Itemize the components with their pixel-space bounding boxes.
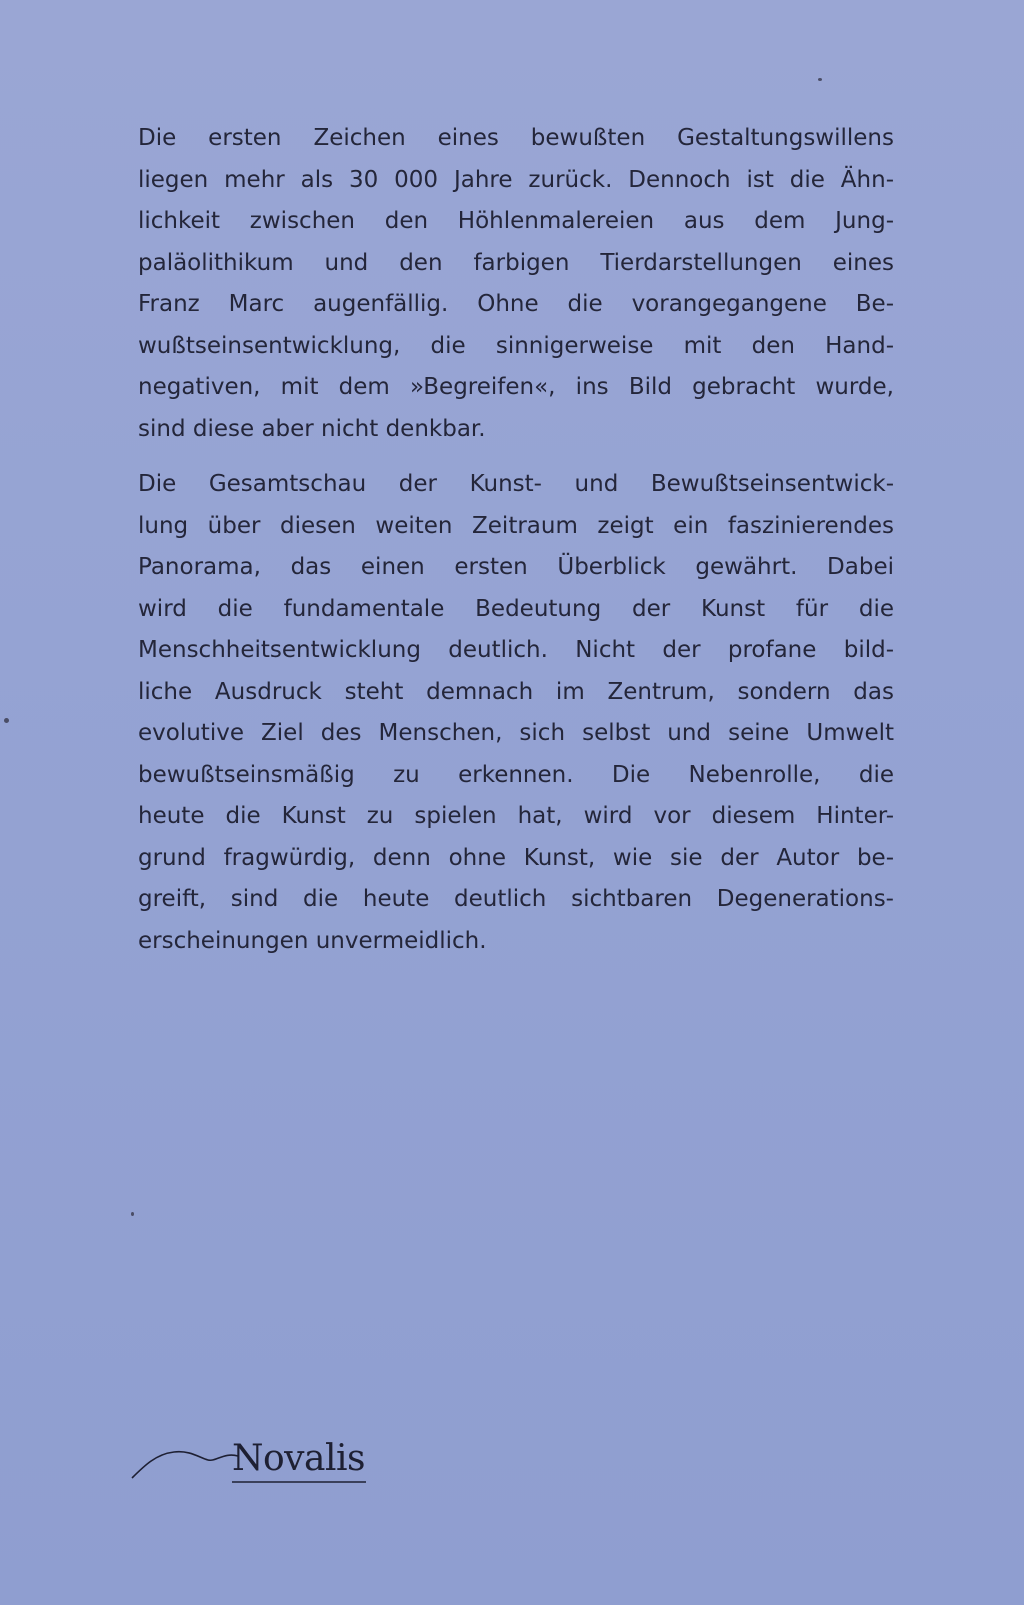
blurb-line: bewußtseinsmäßig zu erkennen. Die Nebenrolle, die [138,761,894,788]
blurb-line: erscheinungen unvermeidlich. [138,927,487,954]
blurb-line: greift, sind die heute deutlich sichtbaren Degenerations- [138,886,894,912]
print-speck [4,718,9,723]
blurb-line: evolutive Ziel des Menschen, sich selbst und seine Umwelt [138,720,894,746]
blurb-line: Die Gesamtschau der Kunst- und Bewußtseinsentwick- [138,471,894,497]
blurb-line: wußtseinsentwicklung, die sinnigerweise mit den Hand- [138,332,894,359]
blurb-line: lung über diesen weiten Zeitraum zeigt ein faszinierendes [138,512,894,539]
blurb-line: heute die Kunst zu spielen hat, wird vor diesem Hinter- [138,803,894,829]
blurb-line: paläolithikum und den farbigen Tierdarstellungen eines [138,249,894,276]
blurb-line: sind diese aber nicht denkbar. [138,415,486,442]
print-speck [131,1212,134,1216]
blurb-line: negativen, mit dem »Begreifen«, ins Bild gebracht wurde, [138,374,894,400]
blurb-line: Panorama, das einen ersten Überblick gewährt. Dabei [138,554,894,580]
blurb-line: lichkeit zwischen den Höhlenmalereien aus dem Jung- [138,208,894,234]
publisher-name: Novalis [232,1438,365,1479]
blurb-line: liche Ausdruck steht demnach im Zentrum, sondern das [138,678,894,705]
blurb-line: liegen mehr als 30 000 Jahre zurück. Dennoch ist die Ähn- [138,166,894,193]
blurb-line: Menschheitsentwicklung deutlich. Nicht der profane bild- [138,637,894,663]
blurb-line: Franz Marc augenfällig. Ohne die vorangegangene Be- [138,291,894,317]
publisher-logo [130,1436,380,1496]
blurb-paragraph-1 [138,118,894,450]
blurb-line: wird die fundamentale Bedeutung der Kunst für die [138,595,894,622]
blurb-text [138,118,894,976]
print-speck [818,78,822,81]
blurb-line: Die ersten Zeichen eines bewußten Gestaltungswillens [138,125,894,151]
blurb-line: grund fragwürdig, denn ohne Kunst, wie sie der Autor be- [138,844,894,871]
blurb-paragraph-2 [138,464,894,962]
